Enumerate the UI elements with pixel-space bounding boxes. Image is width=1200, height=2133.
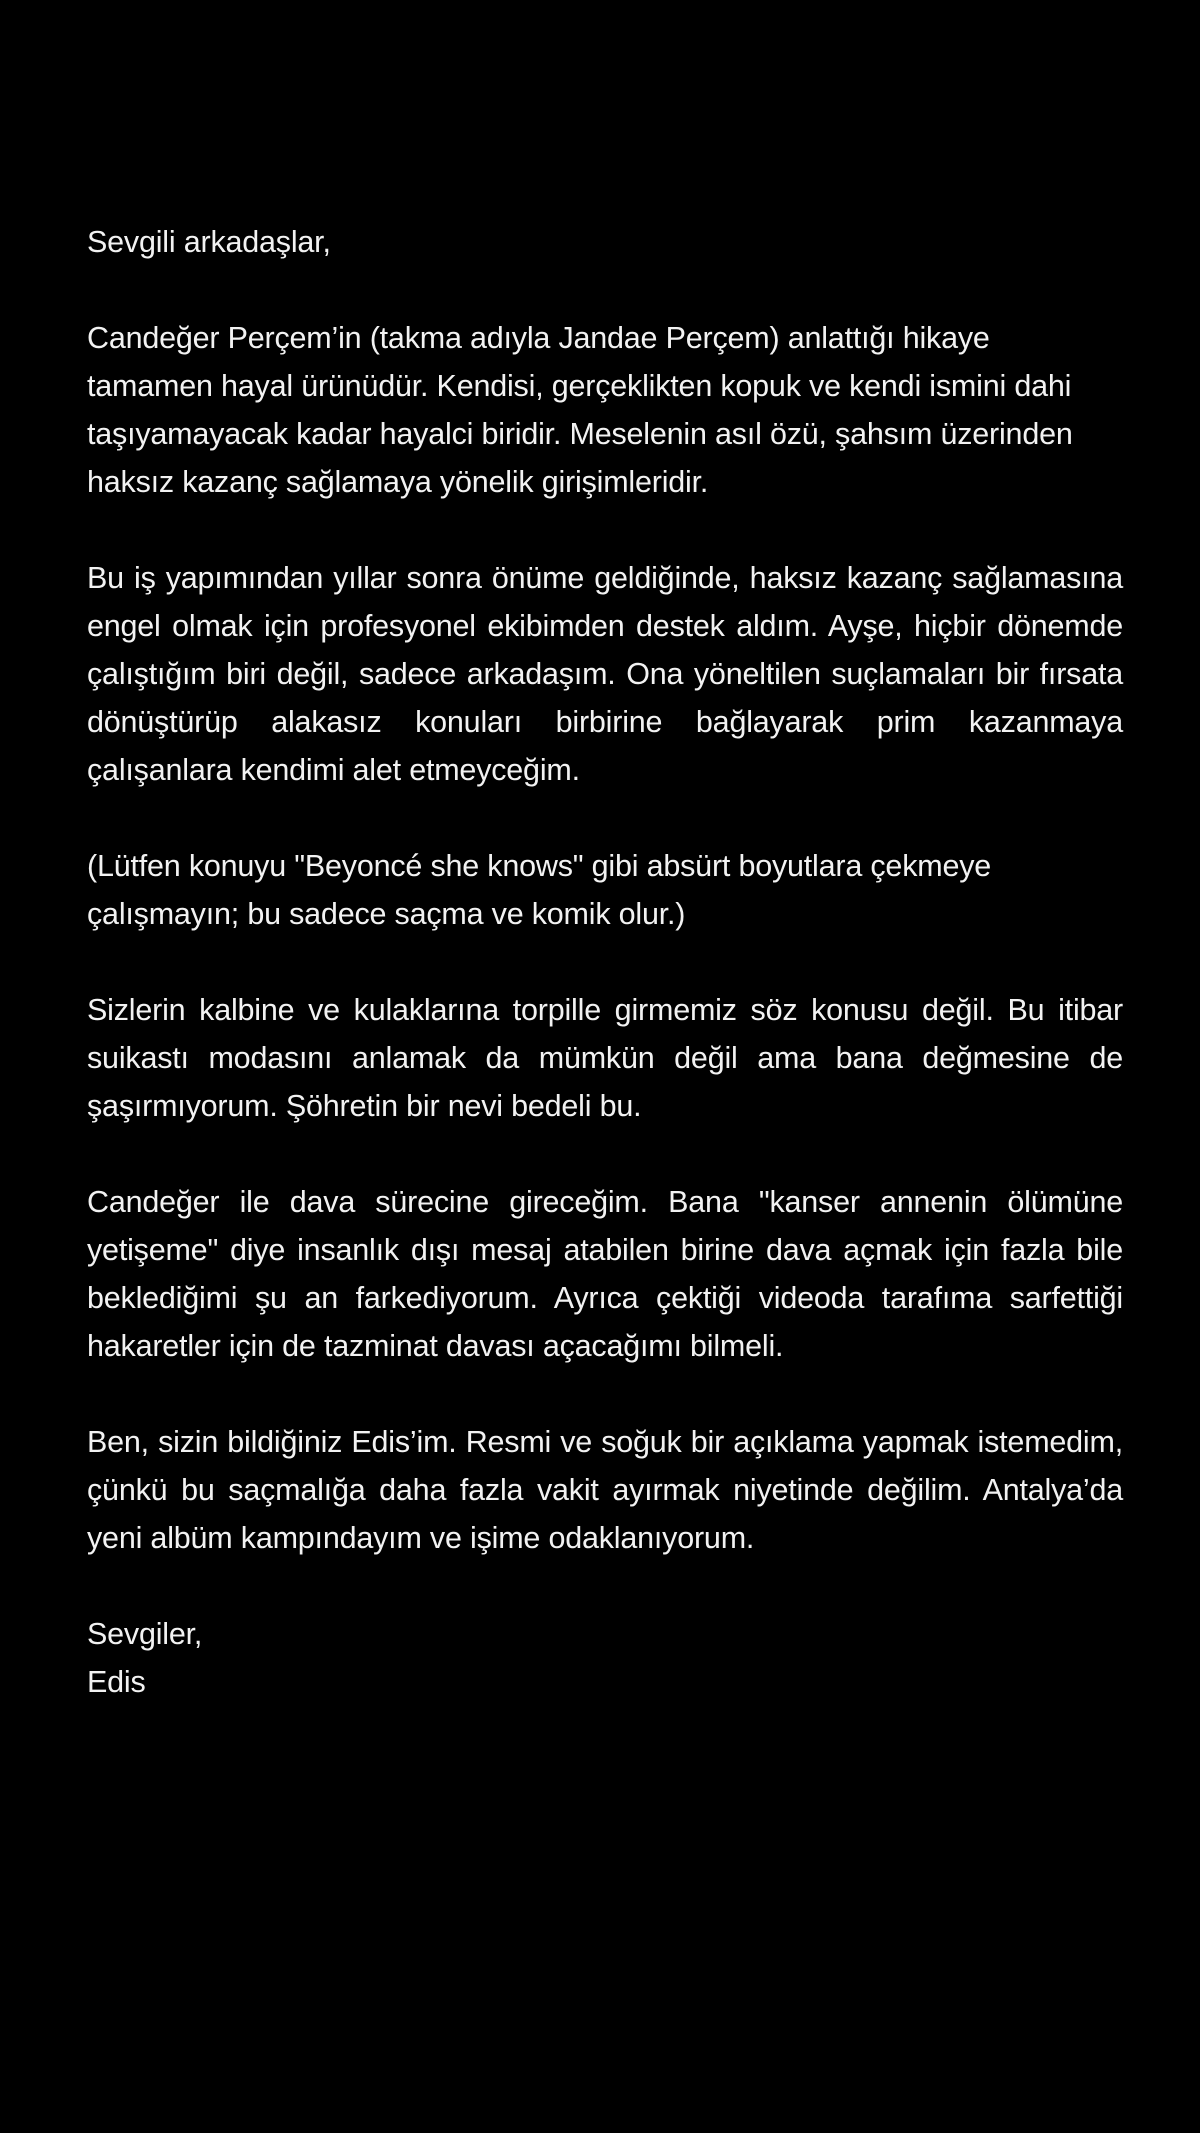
paragraph-personal-note: Ben, sizin bildiğiniz Edis’im. Resmi ve soğuk bir açıklama yapmak istemedim, çünkü bu saçmalığa daha fazla vakit ayırmak niyetinde değilim. Antalya’da yeni albüm kampındayım ve işime odaklanıyorum. [87, 1425, 1123, 1555]
letter-greeting: Sevgili arkadaşlar, [87, 225, 331, 259]
paragraph-beyonce-note: (Lütfen konuyu "Beyoncé she knows" gibi absürt boyutlara çekmeye çalışmayın; bu sadece saçma ve komik olur.) [87, 849, 992, 931]
statement-letter [87, 218, 1123, 1706]
paragraph-reputation: Sizlerin kalbine ve kulaklarına torpille girmemiz söz konusu değil. Bu itibar suikastı modasını anlamak da mümkün değil ama bana değmesine de şaşırmıyorum. Şöhretin bir nevi bedeli bu. [87, 993, 1123, 1123]
paragraph-professional-support: Bu iş yapımından yıllar sonra önüme geldiğinde, haksız kazanç sağlamasına engel olmak için profesyonel ekibimden destek aldım. Ayşe, hiçbir dönemde çalıştığım biri değil, sadece arkadaşım. Ona yöneltilen suçlamaları bir fırsata dönüştürüp alakasız konuları birbirine bağlayarak prim kazanmaya çalışanlara kendimi alet etmeyceğim. [87, 561, 1123, 787]
paragraph-story-denial: Candeğer Perçem’in (takma adıyla Jandae Perçem) anlattığı hikaye tamamen hayal ürünüdür. Kendisi, gerçeklikten kopuk ve kendi ismini dahi taşıyamayacak kadar hayalci biridir. Meselenin asıl özü, şahsım üzerinden haksız kazanç sağlamaya yönelik girişimleridir. [87, 321, 1073, 499]
paragraph-lawsuit: Candeğer ile dava sürecine gireceğim. Bana "kanser annenin ölümüne yetişeme" diye insanlık dışı mesaj atabilen birine dava açmak için fazla bile beklediğimi şu an farkediyorum. Ayrıca çektiği videoda tarafıma sarfettiği hakaretler için de tazminat davası açacağımı bilmeli. [87, 1185, 1123, 1363]
letter-signature: Edis [87, 1665, 146, 1699]
letter-closing: Sevgiler, [87, 1617, 203, 1651]
